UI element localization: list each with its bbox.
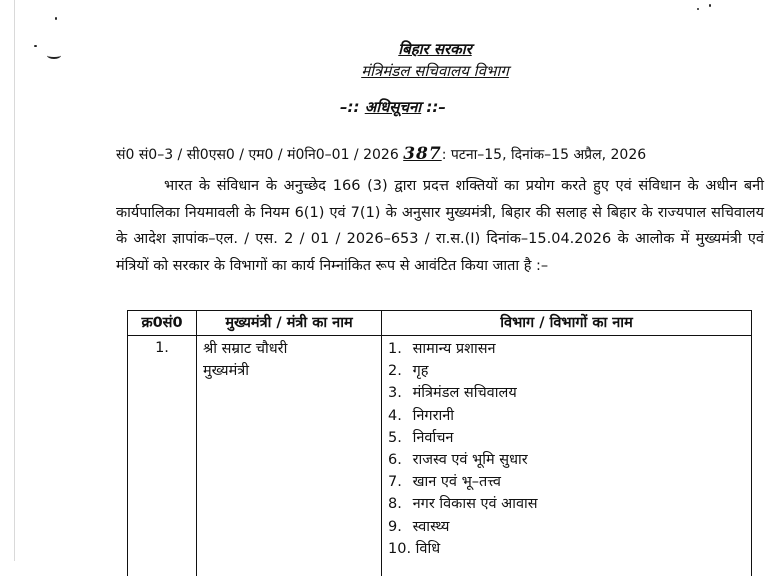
dept-number: 5. <box>388 427 408 449</box>
list-item <box>388 516 745 538</box>
scan-speck <box>34 45 37 47</box>
dept-name: मंत्रिमंडल सचिवालय <box>413 385 517 401</box>
serial-cell <box>128 336 197 576</box>
departments-cell <box>382 336 752 576</box>
dept-number: 2. <box>388 360 408 382</box>
government-title: बिहार सरकार <box>300 38 570 60</box>
dept-number: 4. <box>388 405 408 427</box>
dept-name: निर्वाचन <box>413 430 454 446</box>
dept-name: खान एवं भू–तत्त्व <box>413 474 501 490</box>
dept-number: 9. <box>388 516 408 538</box>
dept-name: नगर विकास एवं आवास <box>413 496 538 512</box>
notification-prefix: –:: <box>340 98 365 116</box>
scan-speck <box>697 8 699 10</box>
serial-number: 1. <box>134 340 190 356</box>
reference-suffix: : पटना–15, दिनांक–15 अप्रैल, 2026 <box>442 147 646 163</box>
list-item <box>388 338 745 360</box>
list-item <box>388 382 745 404</box>
scan-mark <box>47 52 61 59</box>
scan-speck <box>709 4 711 7</box>
reference-prefix: सं0 सं0–3 / सी0एस0 / एम0 / मं0नि0–01 / 2026 <box>116 147 399 163</box>
list-item <box>388 427 745 449</box>
dept-number: 7. <box>388 471 408 493</box>
header-serial: क्र0सं0 <box>128 311 197 336</box>
minister-cell <box>197 336 382 576</box>
dept-number: 3. <box>388 382 408 404</box>
notification-title: अधिसूचना <box>365 98 421 116</box>
notification-heading <box>340 96 446 118</box>
list-item <box>388 360 745 382</box>
dept-number: 6. <box>388 449 408 471</box>
header-minister: मुख्यमंत्री / मंत्री का नाम <box>197 311 382 336</box>
page-edge <box>14 0 15 561</box>
reference-line <box>116 143 646 166</box>
header-departments: विभाग / विभागों का नाम <box>382 311 752 336</box>
department-list <box>388 338 745 560</box>
dept-name: विधि <box>416 541 441 557</box>
notification-body: भारत के संविधान के अनुच्छेद 166 (3) द्वारा प्रदत्त शक्तियों का प्रयोग करते हुए एवं संविधान के अधीन बनी कार्यपालिका नियमावली के नियम 6(1) एवं 7(1) के अनुसार मुख्यमंत्री, बिहार की सलाह से बिहार के राज्यपाल सचिवालय के आदेश ज्ञापांक–एल. / एस. 2 / 01 / 2026–653 / रा.स.(I) दिनांक–15.04.2026 के आलोक में मुख्यमंत्री एवं मंत्रियों को सरकार के विभागों का कार्य निम्नांकित रूप से आवंटित किया जाता है :– <box>116 173 764 279</box>
list-item <box>388 449 745 471</box>
department-title: मंत्रिमंडल सचिवालय विभाग <box>300 60 570 82</box>
list-item <box>388 471 745 493</box>
scan-speck <box>55 17 57 20</box>
minister-role: मुख्यमंत्री <box>203 360 375 382</box>
dept-number: 10. <box>388 538 411 560</box>
dept-name: सामान्य प्रशासन <box>413 341 496 357</box>
list-item <box>388 405 745 427</box>
dept-name: स्वास्थ्य <box>413 519 450 535</box>
notification-suffix: ::– <box>421 98 446 116</box>
table-row <box>128 336 752 576</box>
list-item <box>388 493 745 515</box>
dept-name: निगरानी <box>413 408 454 424</box>
allocation-table <box>127 310 752 576</box>
dept-number: 1. <box>388 338 408 360</box>
dept-name: गृह <box>413 363 429 379</box>
minister-name: श्री सम्राट चौधरी <box>203 338 375 360</box>
list-item <box>388 538 745 560</box>
handwritten-number: 387 <box>403 144 442 164</box>
table-header-row <box>128 311 752 336</box>
dept-number: 8. <box>388 493 408 515</box>
dept-name: राजस्व एवं भूमि सुधार <box>413 452 528 468</box>
